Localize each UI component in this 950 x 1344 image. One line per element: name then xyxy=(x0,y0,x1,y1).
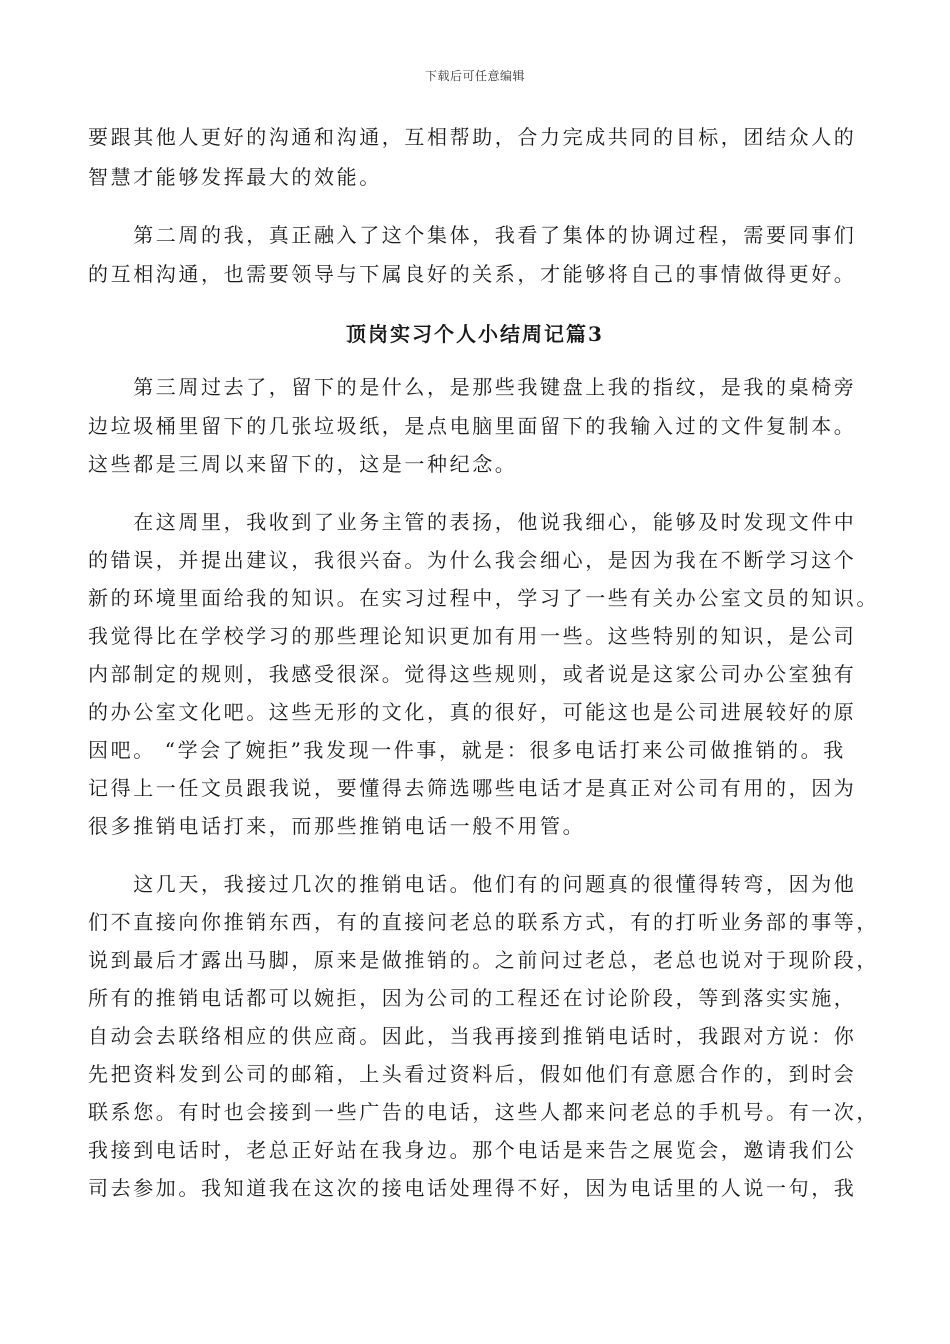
body-line: 因吧。 “学会了婉拒”我发现一件事，就是：很多电话打来公司做推销的。我 xyxy=(88,738,846,762)
body-line: 这几天，我接过几次的推销电话。他们有的问题真的很懂得转弯，因为他 xyxy=(88,872,857,896)
body-line: 的互相沟通，也需要领导与下属良好的关系，才能够将自己的事情做得更好。 xyxy=(88,262,857,286)
body-line: 要跟其他人更好的沟通和沟通，互相帮助，合力完成共同的目标，团结众人的 xyxy=(88,125,857,149)
body-line: 内部制定的规则，我感受很深。觉得这些规则，或者说是这家公司办公室独有 xyxy=(88,662,857,686)
body-line: 的办公室文化吧。这些无形的文化，真的很好，可能这也是公司进展较好的原 xyxy=(88,700,857,724)
body-line: 我觉得比在学校学习的那些理论知识更加有用一些。这些特别的知识，是公司 xyxy=(88,624,857,648)
body-line: 我接到电话时，老总正好站在我身边。那个电话是来告之展览会，邀请我们公 xyxy=(88,1138,857,1162)
body-line: 第三周过去了，留下的是什么，是那些我键盘上我的指纹，是我的桌椅旁 xyxy=(88,375,857,399)
body-line: 先把资料发到公司的邮箱，上头看过资料后，假如他们有意愿合作的，到时会 xyxy=(88,1062,857,1086)
body-line: 自动会去联络相应的供应商。因此，当我再接到推销电话时，我跟对方说：你 xyxy=(88,1024,857,1048)
body-line: 的错误，并提出建议，我很兴奋。为什么我会细心，是因为我在不断学习这个 xyxy=(88,548,857,572)
body-line: 智慧才能够发挥最大的效能。 xyxy=(88,165,382,189)
body-line: 所有的推销电话都可以婉拒，因为公司的工程还在讨论阶段，等到落实实施， xyxy=(88,986,857,1010)
body-line: 记得上一任文员跟我说，要懂得去筛选哪些电话才是真正对公司有用的，因为 xyxy=(88,776,857,800)
body-line: 联系您。有时也会接到一些广告的电话，这些人都来问老总的手机号。有一次， xyxy=(88,1100,879,1124)
section-title: 顶岗实习个人小结周记篇3 xyxy=(346,322,604,346)
body-line: 司去参加。我知道我在这次的接电话处理得不好，因为电话里的人说一句，我 xyxy=(88,1176,857,1200)
body-line: 在这周里，我收到了业务主管的表扬，他说我细心，能够及时发现文件中 xyxy=(88,510,857,534)
body-line: 边垃圾桶里留下的几张垃圾纸，是点电脑里面留下的我输入过的文件复制本。 xyxy=(88,414,857,438)
body-line: 这些都是三周以来留下的，这是一种纪念。 xyxy=(88,452,518,476)
body-line: 新的环境里面给我的知识。在实习过程中，学习了一些有关办公室文员的知识。 xyxy=(88,586,879,610)
body-line: 说到最后才露出马脚，原来是做推销的。之前问过老总，老总也说对于现阶段， xyxy=(88,948,879,972)
body-line: 很多推销电话打来，而那些推销电话一般不用管。 xyxy=(88,814,586,838)
page-header: 下载后可任意编辑 xyxy=(424,69,525,83)
body-line: 第二周的我，真正融入了这个集体，我看了集体的协调过程，需要同事们 xyxy=(88,223,857,247)
body-line: 们不直接向你推销东西，有的直接问老总的联系方式，有的打听业务部的事等， xyxy=(88,910,879,934)
